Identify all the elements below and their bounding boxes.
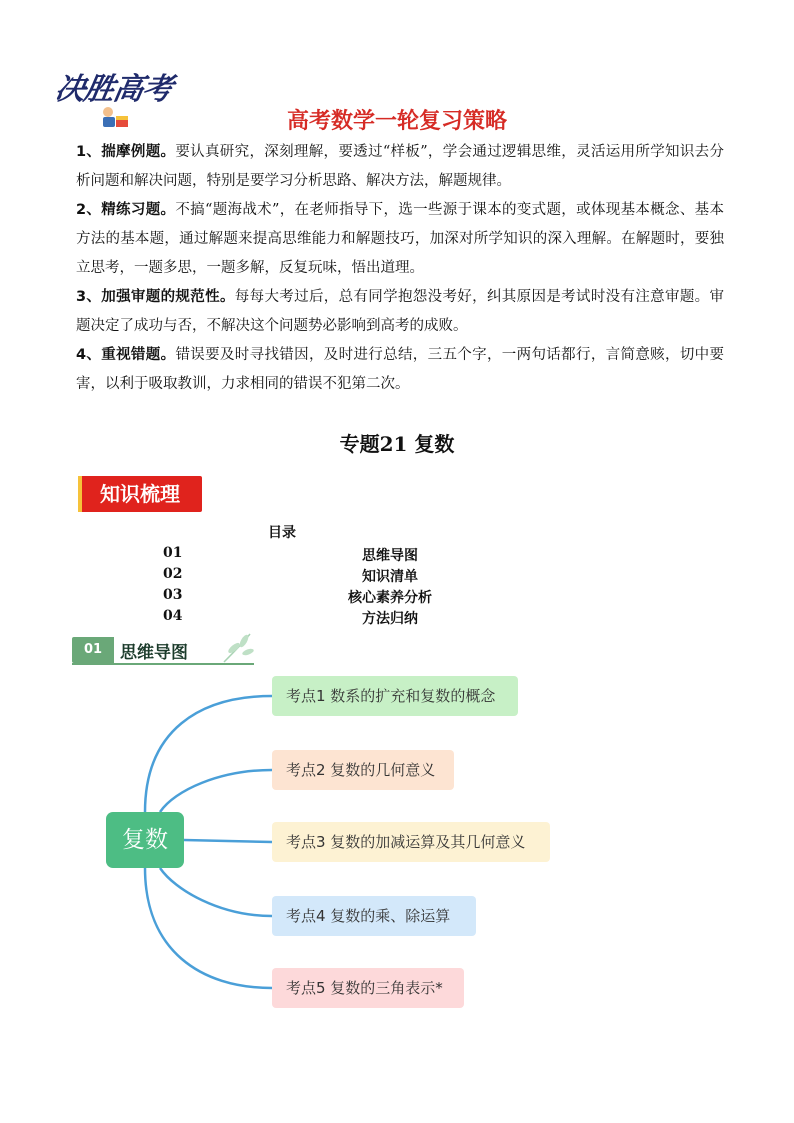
strategy-text: 错误要及时寻找错因，及时进行总结，三五个字，一两句话都行，言简意赅，切中要害，以利于吸取教训，力求相同的错误不犯第二次。 xyxy=(76,347,724,392)
mindmap-node-3[interactable]: 考点3 复数的加减运算及其几何意义 xyxy=(272,822,550,862)
toc-item-label: 知识清单 xyxy=(362,569,418,585)
toc-item-number: 04 xyxy=(163,608,183,624)
document-title: 高考数学一轮复习策略 xyxy=(286,109,507,134)
mindmap-center-node[interactable]: 复数 xyxy=(106,812,184,868)
topic-title: 专题21 复数 xyxy=(339,432,455,456)
strategy-text: 不搞“题海战术”，在老师指导下，选一些源于课本的变式题，或体现基本概念、基本方法的基本题，通过解题来提高思维能力和解题技巧，加深对所学知识的深入理解。在解题时，要独立思考，一题多思，一题多解，反复玩味，悟出道理。 xyxy=(76,202,725,276)
logo-text: 决胜高考 xyxy=(52,72,175,107)
mindmap-node-2[interactable]: 考点2 复数的几何意义 xyxy=(272,750,454,790)
mindmap-node-4[interactable]: 考点4 复数的乘、除运算 xyxy=(272,896,476,936)
strategy-text: 要认真研究，深刻理解，要透过“样板”，学会通过逻辑思维，灵活运用所学知识去分析问题和解决问题，特别是要学习分析思路、解决方法，解题规律。 xyxy=(76,144,725,189)
section-label: 思维导图 xyxy=(120,643,188,663)
toc-item-number: 03 xyxy=(163,587,183,603)
knowledge-section-label: 知识梳理 xyxy=(78,476,202,512)
toc-item-number: 02 xyxy=(163,566,183,582)
toc-item-number: 01 xyxy=(163,545,183,561)
toc-item-label: 思维导图 xyxy=(362,548,418,564)
section-number: 01 xyxy=(72,637,114,663)
toc-heading: 目录 xyxy=(268,525,296,541)
strategy-text: 每每大考过后，总有同学抱怨没考好，纠其原因是考试时没有注意审题。审题决定了成功与否，不解决这个问题势必影响到高考的成败。 xyxy=(76,289,724,334)
mindmap-node-1[interactable]: 考点1 数系的扩充和复数的概念 xyxy=(272,676,518,716)
strategy-label: 1、揣摩例题。 xyxy=(76,144,176,160)
strategy-label: 2、精练习题。 xyxy=(76,202,176,218)
toc-item-label: 核心素养分析 xyxy=(348,590,432,606)
strategy-label: 3、加强审题的规范性。 xyxy=(76,289,235,305)
toc-item-label: 方法归纳 xyxy=(362,611,418,627)
strategy-label: 4、重视错题。 xyxy=(76,347,176,363)
mindmap-node-5[interactable]: 考点5 复数的三角表示* xyxy=(272,968,464,1008)
